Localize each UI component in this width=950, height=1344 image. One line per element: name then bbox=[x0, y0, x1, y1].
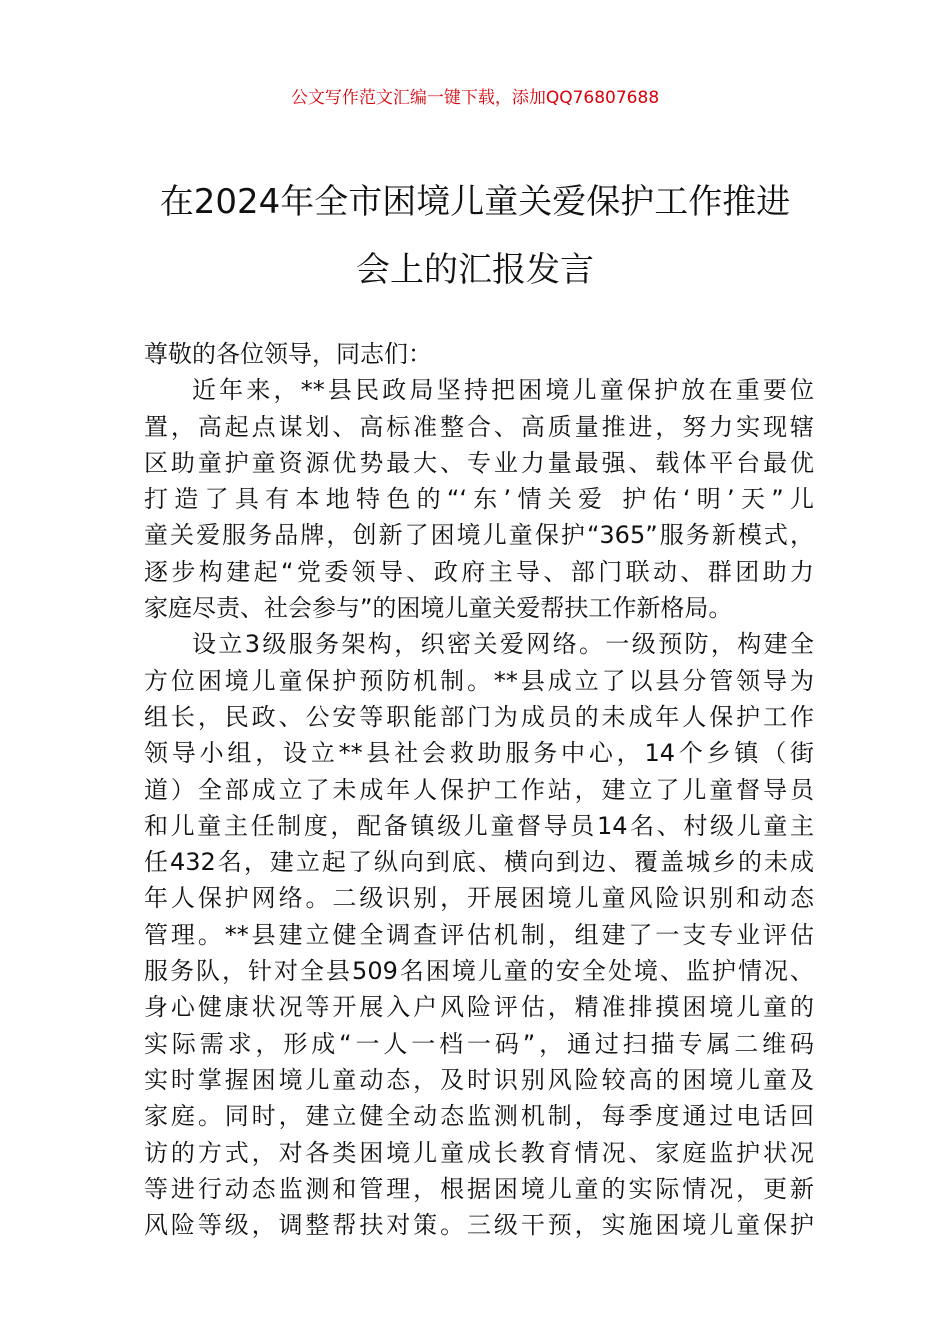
body-line: 设立3级服务架构，织密关爱网络。一级预防，构建全 bbox=[192, 630, 814, 659]
body-line: 风险等级，调整帮扶对策。三级干预，实施困境儿童保护 bbox=[144, 1211, 814, 1240]
body-line: 近年来，**县民政局坚持把困境儿童保护放在重要位 bbox=[192, 376, 814, 405]
body-line: 逐步构建起“党委领导、政府主导、部门联动、群团助力 bbox=[144, 557, 814, 586]
body-line: 打造了具有本地特色的“‘东’情关爱 护佑‘明’天”儿 bbox=[144, 485, 814, 514]
document-body bbox=[144, 336, 814, 1243]
body-line: 家庭。同时，建立健全动态监测机制，每季度通过电话回 bbox=[144, 1102, 814, 1131]
body-line: 置，高起点谋划、高标准整合、高质量推进，努力实现辖 bbox=[144, 412, 814, 441]
body-line: 实时掌握困境儿童动态，及时识别风险较高的困境儿童及 bbox=[144, 1065, 814, 1094]
salutation: 尊敬的各位领导，同志们： bbox=[144, 340, 432, 368]
body-line: 实际需求，形成“一人一档一码”，通过扫描专属二维码 bbox=[144, 1029, 814, 1058]
body-line: 方位困境儿童保护预防机制。**县成立了以县分管领导为 bbox=[144, 666, 814, 695]
body-line: 组长，民政、公安等职能部门为成员的未成年人保护工作 bbox=[144, 702, 814, 731]
download-banner[interactable]: 公文写作范文汇编一键下载，添加QQ76807688 bbox=[290, 88, 660, 108]
body-line: 等进行动态监测和管理，根据困境儿童的实际情况，更新 bbox=[144, 1174, 814, 1203]
body-line: 年人保护网络。二级识别，开展困境儿童风险识别和动态 bbox=[144, 884, 814, 913]
body-line: 道）全部成立了未成年人保护工作站，建立了儿童督导员 bbox=[144, 775, 814, 804]
body-line: 区助童护童资源优势最大、专业力量最强、载体平台最优 bbox=[144, 448, 814, 477]
document-title-line-1: 在2024年全市困境儿童关爱保护工作推进 bbox=[159, 182, 791, 222]
document-title-line-2: 会上的汇报发言 bbox=[356, 250, 594, 290]
body-line: 访的方式，对各类困境儿童成长教育情况、家庭监护状况 bbox=[144, 1138, 814, 1167]
body-line: 领导小组，设立**县社会救助服务中心，14个乡镇（街 bbox=[144, 739, 814, 768]
body-line: 和儿童主任制度，配备镇级儿童督导员14名、村级儿童主 bbox=[144, 811, 814, 840]
body-line: 童关爱服务品牌，创新了困境儿童保护“365”服务新模式， bbox=[144, 521, 814, 550]
body-line: 任432名，建立起了纵向到底、横向到边、覆盖城乡的未成 bbox=[144, 848, 814, 877]
body-line: 身心健康状况等开展入户风险评估，精准排摸困境儿童的 bbox=[144, 993, 814, 1022]
body-line: 管理。**县建立健全调查评估机制，组建了一支专业评估 bbox=[144, 920, 814, 949]
body-line: 服务队，针对全县509名困境儿童的安全处境、监护情况、 bbox=[144, 957, 814, 986]
body-line: 家庭尽责、社会参与”的困境儿童关爱帮扶工作新格局。 bbox=[144, 594, 733, 623]
